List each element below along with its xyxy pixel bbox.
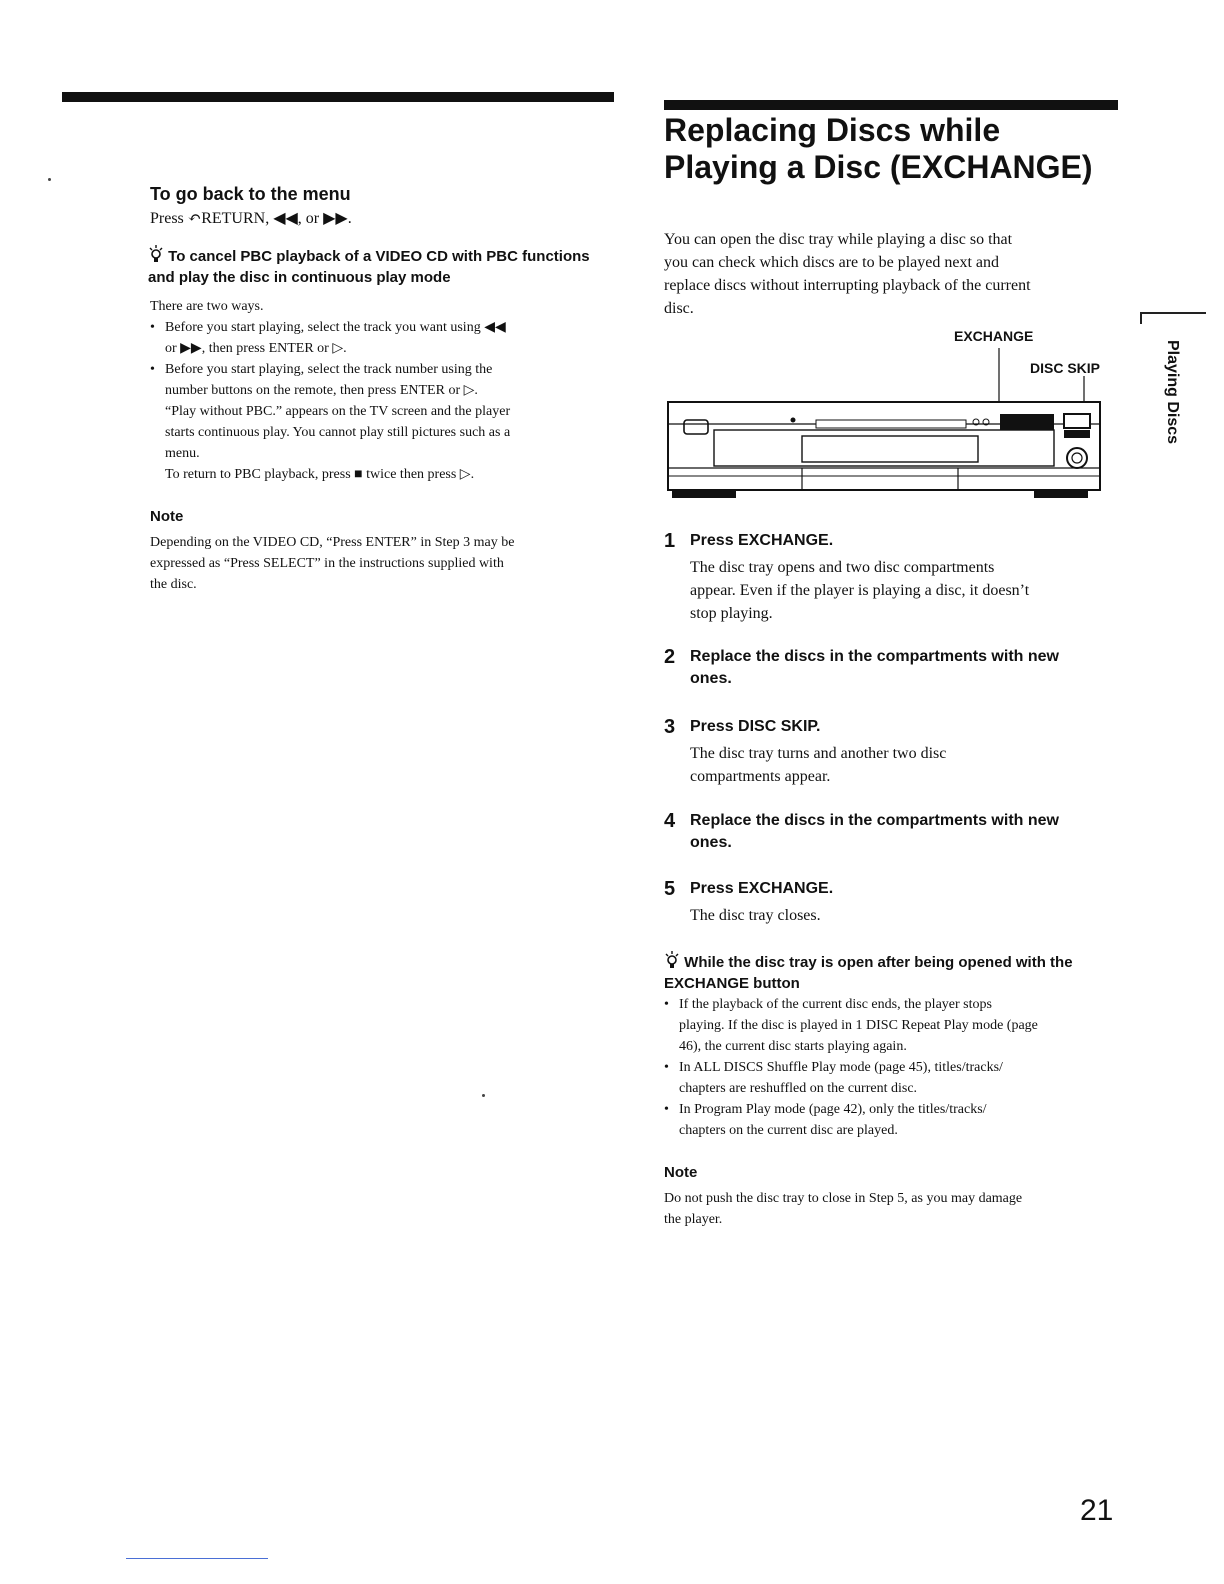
tip-body-right bbox=[664, 994, 1124, 1141]
step-5: 5 Press EXCHANGE. The disc tray closes. bbox=[664, 878, 834, 924]
step-1: 1 Press EXCHANGE. The disc tray opens and two disc compartments appear. Even if the player is playing a disc, it doesn’t stop playing. bbox=[664, 530, 1030, 622]
step-4: 4 Replace the discs in the compartments with new ones. bbox=[664, 810, 1059, 851]
tip-heading-line-2: and play the disc in continuous play mode bbox=[148, 269, 451, 286]
top-rule-right bbox=[664, 100, 1118, 110]
note-heading-left: Note bbox=[150, 508, 184, 525]
section-tab-label: Playing Discs bbox=[1164, 340, 1181, 445]
bottom-edge-line bbox=[126, 1558, 268, 1559]
page-title: Replacing Discs while Playing a Disc (EXCHANGE) bbox=[664, 112, 1093, 185]
step-2: 2 Replace the discs in the compartments with new ones. bbox=[664, 646, 1059, 687]
dvd-player-illustration bbox=[666, 340, 1106, 505]
tip-heading bbox=[148, 244, 608, 288]
tip-right-bullet-3: • In Program Play mode (page 42), only the titles/tracks/ chapters on the current disc are played. bbox=[664, 1099, 1124, 1141]
tip-right-bullet-2: • In ALL DISCS Shuffle Play mode (page 45), titles/tracks/ chapters are reshuffled on the current disc. bbox=[664, 1057, 1124, 1099]
intro-paragraph: You can open the disc tray while playing a disc so that you can check which discs are to be played next and replace discs without interrupting playback of the current disc. bbox=[664, 231, 1031, 317]
tip-right-bullet-1: • If the playback of the current disc ends, the player stops playing. If the disc is played in 1 DISC Repeat Play mode (page 46), the current disc starts playing again. bbox=[664, 994, 1124, 1057]
back-to-menu-text: Press ↶RETURN, ◀◀, or ▶▶. bbox=[150, 210, 352, 227]
note-body-left: Depending on the VIDEO CD, “Press ENTER” in Step 3 may be expressed as “Press SELECT” in the instructions supplied with the disc. bbox=[150, 535, 515, 592]
tip-bulb-icon bbox=[664, 950, 680, 970]
page-number: 21 bbox=[1080, 1494, 1114, 1527]
tip-heading-right: While the disc tray is open after being opened with the EXCHANGE button bbox=[664, 950, 1114, 994]
speck bbox=[48, 178, 51, 181]
tip-body bbox=[150, 296, 610, 485]
step-3: 3 Press DISC SKIP. The disc tray turns and another two disc compartments appear. bbox=[664, 716, 947, 785]
tip-bullet-2: • Before you start playing, select the track number using the number buttons on the remote, then press ENTER or ▷. “Play without PBC.” appears on the TV screen and the player starts continuous play. You cannot play still pictures such as a menu. To return to PBC playback, press ■ twice then press ▷. bbox=[150, 359, 610, 485]
top-rule-left bbox=[62, 92, 614, 102]
side-tab-tick bbox=[1140, 312, 1142, 324]
speck bbox=[482, 1094, 485, 1097]
note-body-right: Do not push the disc tray to close in Step 5, as you may damage the player. bbox=[664, 1191, 1023, 1227]
tip-heading-line-1: To cancel PBC playback of a VIDEO CD with PBC functions bbox=[168, 248, 590, 265]
note-heading-right: Note bbox=[664, 1164, 698, 1181]
tip-intro: There are two ways. bbox=[150, 299, 264, 314]
tip-bulb-icon bbox=[148, 244, 164, 264]
exchange-label: EXCHANGE bbox=[954, 328, 1034, 344]
side-tab-rule bbox=[1140, 312, 1206, 315]
tip-bullet-1: • Before you start playing, select the track you want using ◀◀ or ▶▶, then press ENTER or ▷. bbox=[150, 317, 610, 359]
disc-skip-label: DISC SKIP bbox=[1030, 360, 1101, 376]
back-to-menu-heading: To go back to the menu bbox=[150, 184, 351, 204]
